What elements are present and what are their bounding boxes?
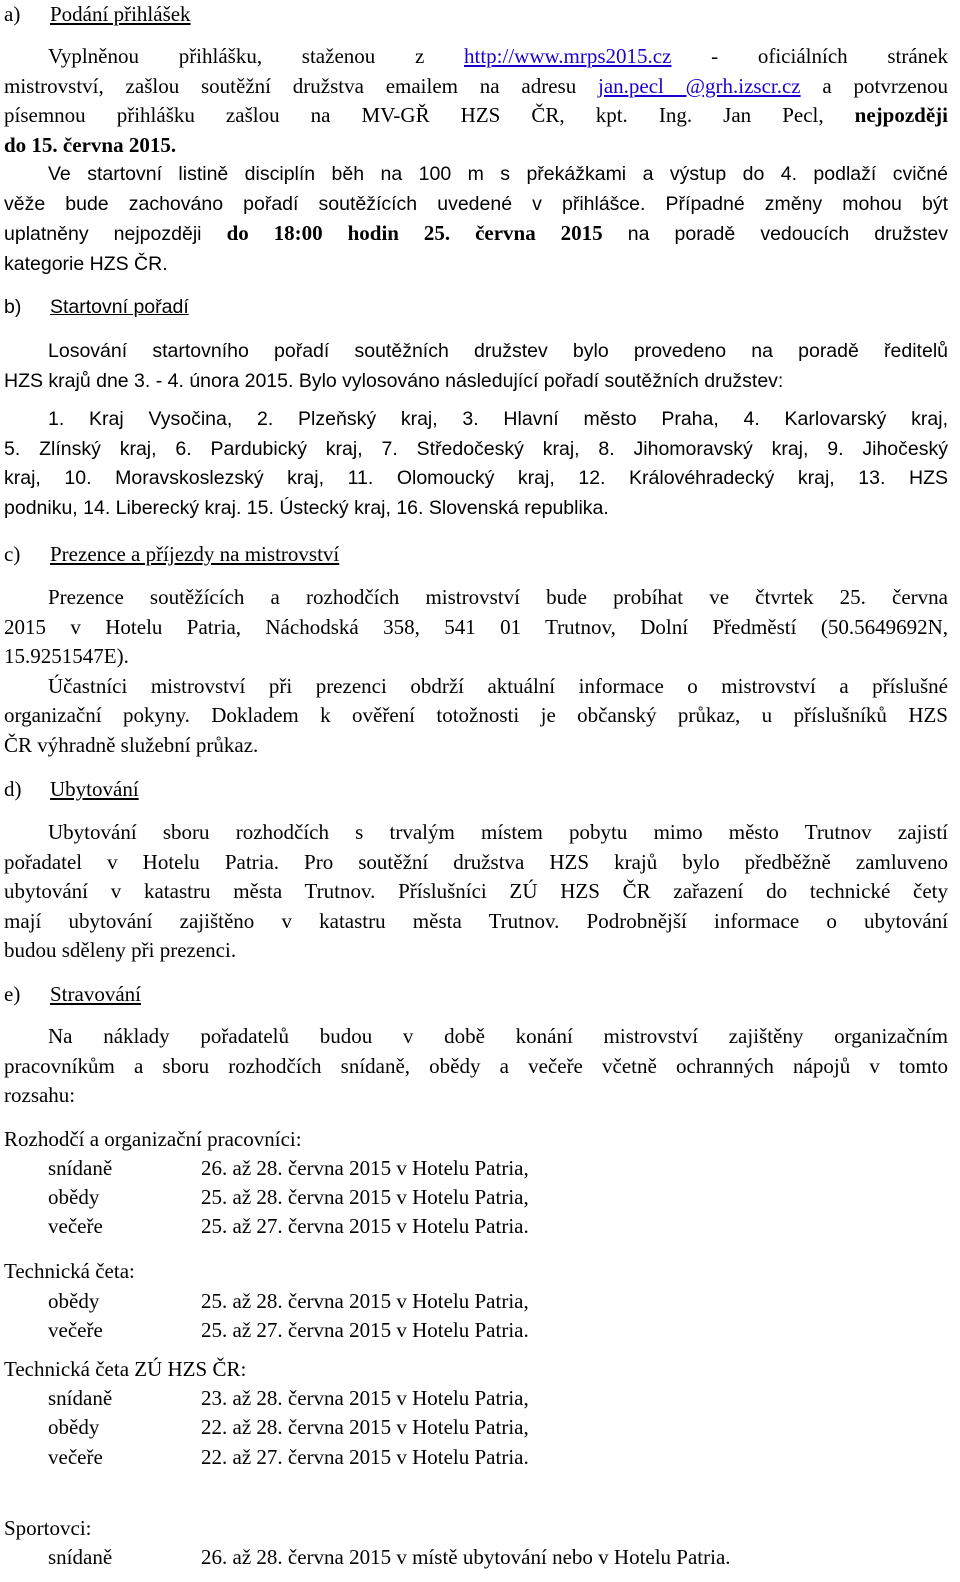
meal-name: snídaně: [48, 1156, 113, 1180]
meal-dates: 26. až 28. června 2015 v místě ubytování nebo v Hotelu Patria.: [201, 1545, 731, 1569]
section-b-heading: [4, 293, 189, 323]
text-line: 15.9251547E).: [4, 644, 129, 668]
meal-group-title: Technická četa ZÚ HZS ČR:: [4, 1357, 247, 1381]
meal-name: obědy: [48, 1415, 100, 1439]
text-line: pracovníkům a sboru rozhodčích snídaně, obědy a večeře včetně ochranných nápojů v tomto: [4, 1053, 948, 1078]
section-a-heading: [4, 0, 191, 30]
text-line: budou sděleny při prezenci.: [4, 938, 237, 962]
section-title: Stravování: [50, 982, 141, 1006]
meal-dates: 23. až 28. června 2015 v Hotelu Patria,: [201, 1386, 529, 1410]
section-title: Ubytování: [50, 777, 139, 801]
section-d-heading: [4, 775, 139, 805]
meal-dates: 25. až 27. června 2015 v Hotelu Patria.: [201, 1318, 529, 1342]
text-line: kategorie HZS ČR.: [4, 252, 168, 275]
section-label: a): [4, 2, 21, 26]
section-a-text: [4, 42, 948, 160]
meal-name: večeře: [48, 1445, 103, 1469]
text-line: Prezence soutěžících a rozhodčích mistrovství bude probíhat ve čtvrtek 25. června: [48, 585, 948, 609]
section-title: Podání přihlášek: [50, 2, 191, 26]
text-line: ČR výhradně služební průkaz.: [4, 732, 259, 757]
section-label: b): [4, 296, 22, 318]
text-line: Ve startovní listině disciplín běh na 100 m s překážkami a výstup do 4. podlaží cvičné: [48, 163, 948, 185]
text-line: Losování startovního pořadí soutěžních družstev bylo provedeno na poradě ředitelů: [48, 340, 948, 362]
meal-dates: 22. až 27. června 2015 v Hotelu Patria.: [201, 1445, 529, 1469]
bold-text: do 15. června 2015.: [4, 132, 177, 157]
text-line: [4, 72, 948, 102]
text-line: Na náklady pořadatelů budou v době konání mistrovství zajištěny organizačním: [48, 1024, 948, 1048]
meal-name: obědy: [48, 1185, 100, 1209]
text-line: 2015 v Hotelu Patria, Náchodská 358, 541 01 Trutnov, Dolní Předměstí (50.5649692N,: [4, 614, 948, 639]
text-span: mistrovství, zašlou soutěžní družstva emailem na adresu: [4, 73, 598, 98]
text-line: [4, 219, 948, 250]
text-line: kraj, 10. Moravskoslezský kraj, 11. Olomoucký kraj, 12. Královéhradecký kraj, 13. HZS: [4, 467, 948, 489]
meal-group-title: Sportovci:: [4, 1516, 92, 1540]
meal-dates: 26. až 28. června 2015 v Hotelu Patria,: [201, 1156, 529, 1180]
mrps-website-link[interactable]: http://www.mrps2015.cz: [464, 44, 672, 68]
section-label: e): [4, 982, 21, 1006]
meal-name: večeře: [48, 1214, 103, 1238]
text-span: na poradě vedoucích družstev: [602, 223, 949, 245]
text-line: Ubytování sboru rozhodčích s trvalým místem pobytu mimo město Trutnov zajistí: [48, 820, 948, 844]
text-line: rozsahu:: [4, 1083, 76, 1107]
meal-name: obědy: [48, 1289, 100, 1313]
text-span: a potvrzenou: [800, 73, 949, 98]
bold-text: nejpozději: [854, 103, 948, 127]
meal-name: večeře: [48, 1318, 103, 1342]
text-line: mají ubytování zajištěno v katastru města Trutnov. Podrobnější informace o ubytování: [4, 908, 948, 933]
bold-text: do 18:00 hodin 25. června 2015: [226, 221, 603, 245]
text-line: HZS krajů dne 3. - 4. února 2015. Bylo vylosováno následující pořadí soutěžních družstev:: [4, 369, 784, 392]
meal-dates: 22. až 28. června 2015 v Hotelu Patria,: [201, 1415, 529, 1439]
section-d-text: [4, 818, 948, 966]
section-label: d): [4, 777, 22, 801]
meal-dates: 25. až 27. června 2015 v Hotelu Patria.: [201, 1214, 529, 1238]
text-line: Účastníci mistrovství při prezenci obdrží aktuální informace o mistrovství a příslušné: [48, 673, 948, 698]
section-e-heading: [4, 980, 141, 1010]
text-line: organizační pokyny. Dokladem k ověření totožnosti je občanský průkaz, u příslušníků HZS: [4, 703, 948, 727]
text-line: pořadatel v Hotelu Patria. Pro soutěžní družstva HZS krajů bylo předběžně zamluveno: [4, 849, 948, 874]
section-c-heading: [4, 540, 339, 570]
meal-name: snídaně: [48, 1386, 113, 1410]
text-line: podniku, 14. Liberecký kraj. 15. Ústecký kraj, 16. Slovenská republika.: [4, 496, 609, 519]
section-c-text: [4, 583, 948, 760]
meal-name: snídaně: [48, 1545, 113, 1569]
section-b-text: [4, 337, 948, 396]
meal-group-title: Technická četa:: [4, 1259, 135, 1283]
section-title: Prezence a příjezdy na mistrovství: [50, 542, 340, 566]
meal-dates: 25. až 28. června 2015 v Hotelu Patria,: [201, 1185, 529, 1209]
text-span: Vyplněnou přihlášku, staženou z: [48, 44, 464, 68]
text-line: věže bude zachováno pořadí soutěžících uvedené v přihlášce. Případné změny mohou být: [4, 192, 948, 215]
meal-group-title: Rozhodčí a organizační pracovníci:: [4, 1127, 302, 1151]
section-e-text: [4, 1022, 948, 1111]
text-span: písemnou přihlášku zašlou na MV-GŘ HZS ČR, kpt. Ing. Jan Pecl,: [4, 103, 855, 127]
text-line: 5. Zlínský kraj, 6. Pardubický kraj, 7. Středočeský kraj, 8. Jihomoravský kraj, 9. Jihočeský: [4, 437, 948, 460]
text-span: - oficiálních stránek: [671, 44, 948, 68]
section-label: c): [4, 542, 21, 566]
text-line: 1. Kraj Vysočina, 2. Plzeňský kraj, 3. Hlavní město Praha, 4. Karlovarský kraj,: [48, 408, 948, 430]
text-line: [4, 101, 948, 131]
text-line: [4, 42, 948, 72]
section-a-text-sans: [4, 160, 948, 279]
section-title: Startovní pořadí: [50, 296, 189, 318]
text-line: [4, 131, 948, 161]
team-order-list: [4, 405, 948, 523]
email-link[interactable]: jan.pecl @grh.izscr.cz: [598, 73, 801, 98]
text-line: ubytování v katastru města Trutnov. Příslušníci ZÚ HZS ČR zařazení do technické čety: [4, 879, 948, 903]
text-span: uplatněny nejpozději: [4, 223, 227, 245]
meal-dates: 25. až 28. června 2015 v Hotelu Patria,: [201, 1289, 529, 1313]
